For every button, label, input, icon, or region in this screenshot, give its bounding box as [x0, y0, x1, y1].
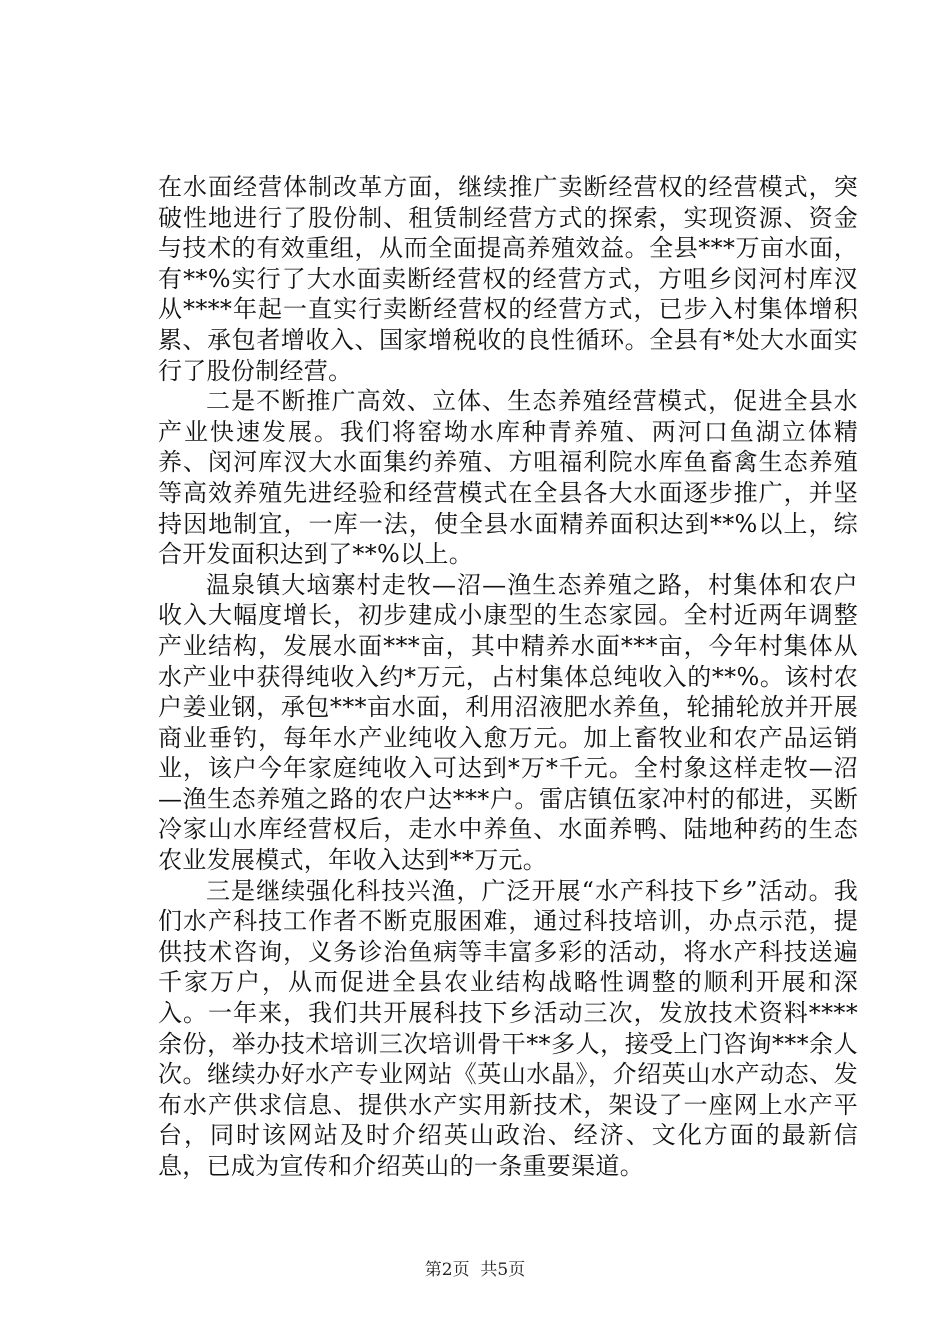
page-footer: 第2页 共5页 [424, 1260, 526, 1280]
document-body [158, 172, 858, 1182]
paragraph-2: 二是不断推广高效、立体、生态养殖经营模式，促进全县水产业快速发展。我们将窑坳水库种青养殖、两河口鱼湖立体精养、闵河库汊大水面集约养殖、方咀福利院水库鱼畜禽生态养殖等高效养殖先进经验和经营模式在全县各大水面逐步推广，并坚持因地制宜，一库一法，使全县水面精养面积达到**%以上，综合开发面积达到了**%以上。 [158, 387, 858, 569]
paragraph-1: 在水面经营体制改革方面，继续推广卖断经营权的经营模式，突破性地进行了股份制、租赁制经营方式的探索，实现资源、资金与技术的有效重组，从而全面提高养殖效益。全县***万亩水面，有**%实行了大水面卖断经营权的经营方式，方咀乡闵河村库汊从****年起一直实行卖断经营权的经营方式，已步入村集体增积累、承包者增收入、国家增税收的良性循环。全县有*处大水面实行了股份制经营。 [158, 173, 858, 385]
paragraph-4: 三是继续强化科技兴渔，广泛开展“水产科技下乡”活动。我们水产科技工作者不断克服困难，通过科技培训，办点示范，提供技术咨询，义务诊治鱼病等丰富多彩的活动，将水产科技送遍千家万户，从而促进全县农业结构战略性调整的顺利开展和深入。一年来，我们共开展科技下乡活动三次，发放技术资料****余份，举办技术培训三次培训骨干**多人，接受上门咨询***余人次。继续办好水产专业网站《英山水晶》，介绍英山水产动态、发布水产供求信息、提供水产实用新技术，架设了一座网上水产平台，同时该网站及时介绍英山政治、经济、文化方面的最新信息，已成为宣传和介绍英山的一条重要渠道。 [158, 876, 858, 1180]
paragraph-3: 温泉镇大垴寨村走牧—沼—渔生态养殖之路，村集体和农户收入大幅度增长，初步建成小康型的生态家园。全村近两年调整产业结构，发展水面***亩，其中精养水面***亩，今年村集体从水产业中获得纯收入约*万元，占村集体总纯收入的**%。该村农户姜业钢，承包***亩水面，利用沼液肥水养鱼，轮捕轮放并开展商业垂钓，每年水产业纯收入愈万元。加上畜牧业和农产品运销业，该户今年家庭纯收入可达到*万*千元。全村象这样走牧—沼—渔生态养殖之路的农户达***户。雷店镇伍家冲村的郁进，买断冷家山水库经营权后，走水中养鱼、水面养鸭、陆地种药的生态农业发展模式，年收入达到**万元。 [158, 570, 858, 875]
